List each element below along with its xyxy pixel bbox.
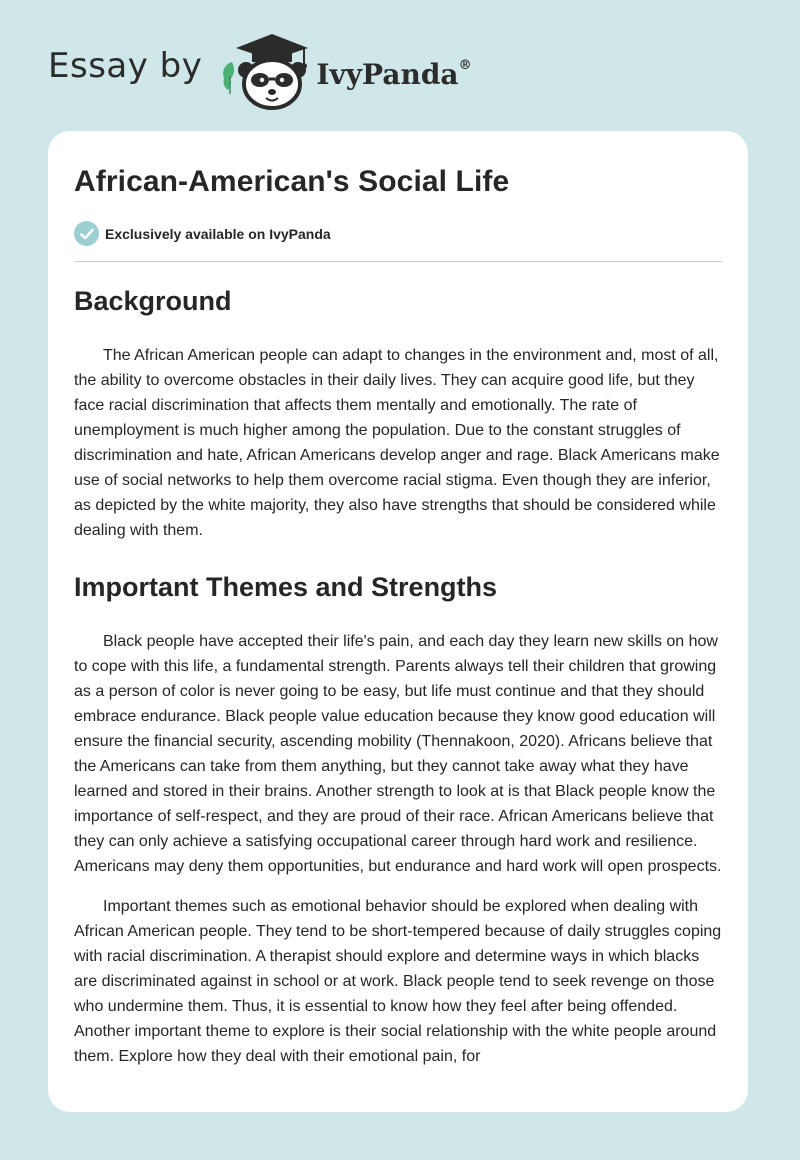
essay-card: [48, 131, 748, 1112]
panda-graduate-logo-icon[interactable]: [216, 30, 312, 110]
registered-mark: ®: [458, 58, 472, 74]
check-icon: [74, 221, 99, 246]
site-header: [48, 30, 472, 110]
section-heading: Background: [74, 286, 232, 316]
paragraph: Black people have accepted their life's pain, and each day they learn new skills on how to cope with this life, a fundamental strength. Parents always tell their children that growing as a person of color is never going to be easy, but life must continue and that they should embrace endurance. Black people value education because they know good education will ensure the financial security, ascending mobility (Thennakoon, 2020). Africans believe that the Americans can take from them anything, but they cannot take away what they have learned and stored in their brains. Another strength to look at is that Black people know the importance of self-respect, and they are proud of their race. African Americans believe that they can only achieve a satisfying occupational career through hard work and resilience. Americans may deny them opportunities, but endurance and hard work will open prospects.: [74, 633, 722, 875]
exclusive-badge: [74, 221, 331, 246]
brand-name[interactable]: IvyPanda®: [316, 57, 472, 91]
essay-by-label: Essay by: [48, 46, 203, 86]
paragraph: The African American people can adapt to changes in the environment and, most of all, the ability to overcome obstacles in their daily lives. They can acquire good life, but they face racial discrimination that affects them mentally and emotionally. The rate of unemployment is much higher among the population. Due to the constant struggles of discrimination and hate, African Americans develop anger and rage. Black Americans make use of social networks to help them overcome racial stigma. Even though they are inferior, as depicted by the white majority, they also have strengths that should be considered while dealing with them.: [74, 347, 720, 539]
paragraph: Important themes such as emotional behavior should be explored when dealing with African American people. They tend to be short-tempered because of daily struggles coping with racial discrimination. A therapist should explore and determine ways in which blacks are discriminated against in school or at work. Black people tend to seek revenge on those who undermine them. Thus, it is essential to know how they feel after being offended. Another important theme to explore is their social relationship with the white people around them. Explore how they deal with their emotional pain, for: [74, 898, 722, 1065]
section-themes-strengths: [74, 569, 724, 1069]
title-divider: [74, 261, 722, 262]
page-title: African-American's Social Life: [74, 165, 510, 198]
section-heading: Important Themes and Strengths: [74, 572, 498, 602]
exclusive-badge-label: Exclusively available on IvyPanda: [105, 225, 331, 242]
section-background: [74, 283, 724, 543]
essay-body: [74, 283, 724, 1069]
